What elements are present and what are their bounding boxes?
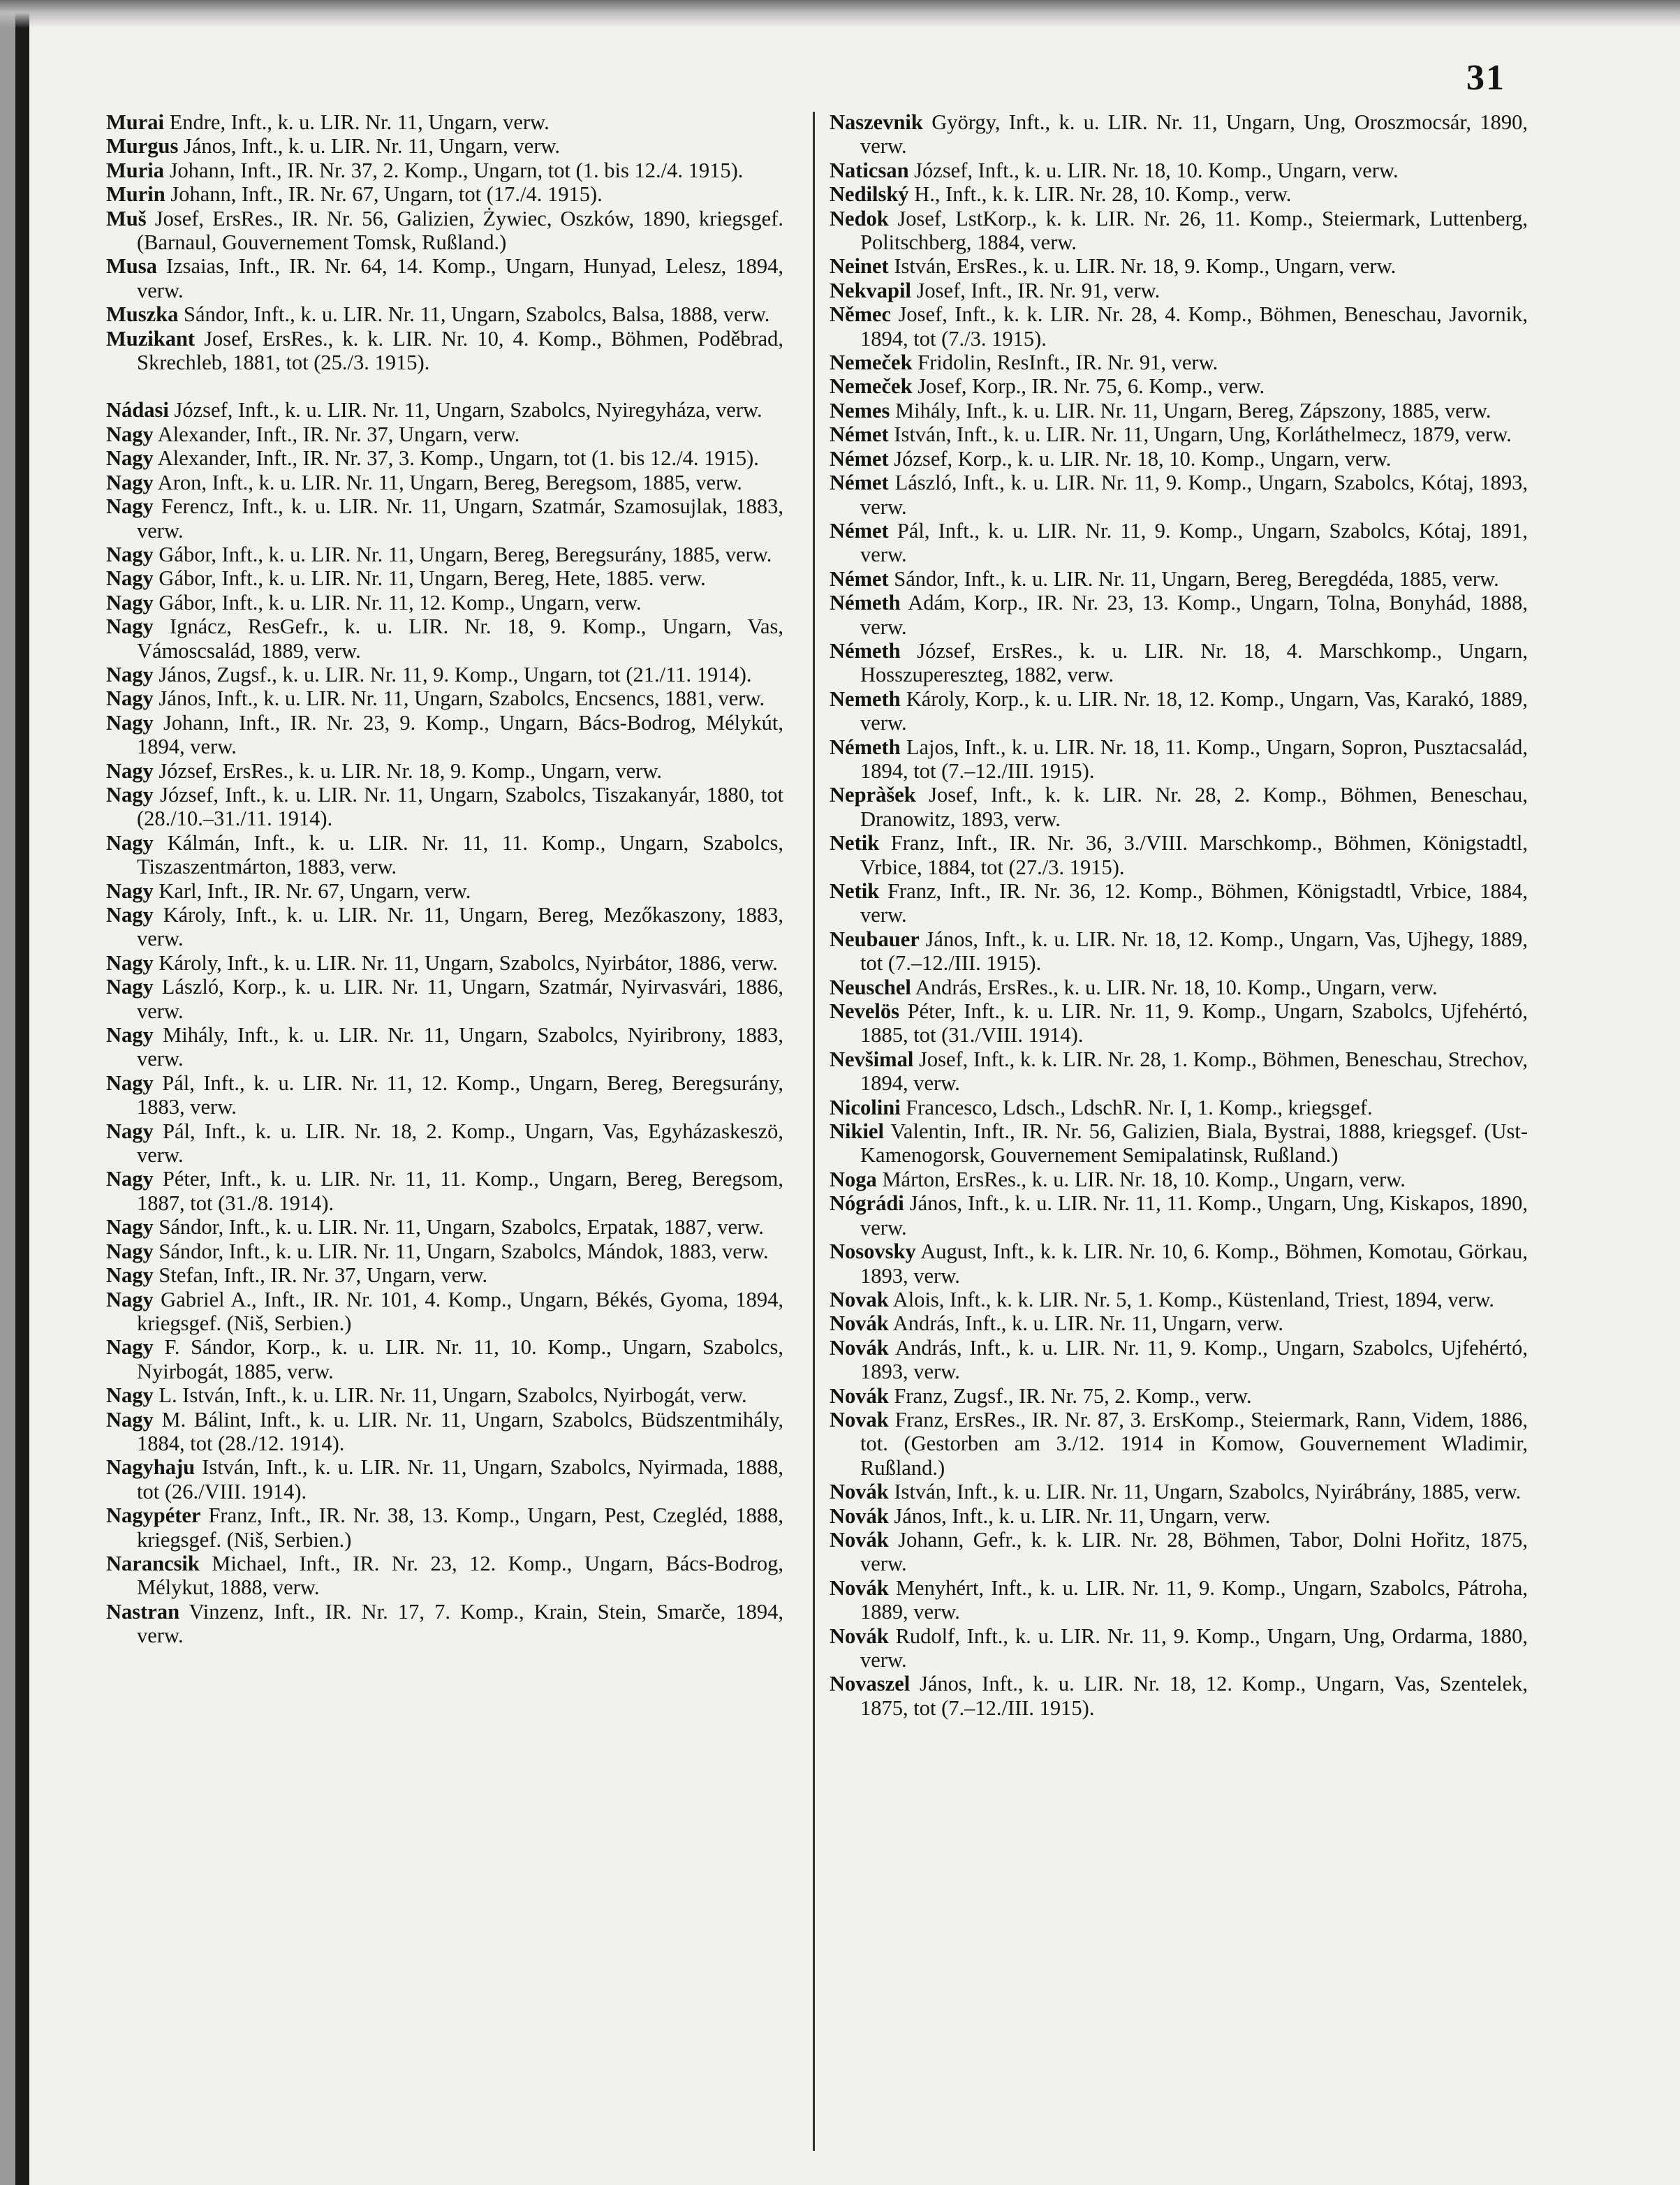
scan-binding-edge [15,0,29,2185]
entry-surname: Novák [830,1527,889,1552]
register-entry [830,1119,1528,1168]
register-entry [830,783,1528,831]
entry-details: József, Korp., k. u. LIR. Nr. 18, 10. Komp., Ungarn, verw. [894,446,1392,471]
entry-surname: Nagy [106,1383,154,1408]
register-entry [106,159,783,182]
entry-details: Francesco, Ldsch., LdschR. Nr. I, 1. Komp., kriegsgef. [906,1095,1373,1119]
entry-details: János, Inft., k. u. LIR. Nr. 18, 12. Komp., Ungarn, Vas, Ujhegy, 1889, tot (7.–12./III. 1915). [860,927,1528,976]
entry-details: Mihály, Inft., k. u. LIR. Nr. 11, Ungarn, Szabolcs, Nyiribrony, 1883, verw. [137,1023,783,1071]
entry-details: Johann, Inft., IR. Nr. 67, Ungarn, tot (17./4. 1915). [170,182,603,207]
entry-details: Franz, Inft., IR. Nr. 36, 3./VIII. Marschkomp., Böhmen, Königstadtl, Vrbice, 1884, tot (27./3. 1915). [860,831,1528,879]
page-number: 31 [1466,58,1505,98]
entry-details: Pál, Inft., k. u. LIR. Nr. 18, 2. Komp., Ungarn, Vas, Egyházaskeszö, verw. [137,1119,784,1168]
entry-details: András, Inft., k. u. LIR. Nr. 11, Ungarn, verw. [892,1311,1284,1336]
entry-surname: Nevšimal [830,1047,914,1071]
register-entry [106,591,783,615]
register-entry [106,1503,783,1552]
scan-top-shadow [0,0,1680,28]
register-entry [106,446,783,470]
entry-surname: Muš [106,206,147,230]
entry-details: Johann, Inft., IR. Nr. 37, 2. Komp., Ungarn, tot (1. bis 12./4. 1915). [169,158,744,182]
register-entry [830,567,1528,591]
register-entry [830,1288,1528,1311]
entry-details: János, Zugsf., k. u. LIR. Nr. 11, 9. Komp., Ungarn, tot (21./11. 1914). [159,662,752,686]
register-entry [830,110,1528,159]
entry-details: János, Inft., k. u. LIR. Nr. 11, Ungarn, Szabolcs, Encsencs, 1881, verw. [159,686,765,711]
entry-surname: Neuschel [830,975,911,999]
register-entry [830,1047,1528,1096]
entry-surname: Nagy [106,758,154,783]
entry-surname: Nekvapil [830,278,911,302]
entry-surname: Němec [830,302,892,327]
entry-details: Alexander, Inft., IR. Nr. 37, Ungarn, verw. [157,422,520,446]
register-entry [830,1191,1528,1239]
entry-surname: Nagy [106,470,154,494]
entry-surname: Nagy [106,590,154,615]
register-entry [106,1288,783,1336]
entry-details: Márton, ErsRes., k. u. LIR. Nr. 18, 10. Komp., Ungarn, verw. [882,1167,1406,1191]
entry-details: Károly, Inft., k. u. LIR. Nr. 11, Ungarn, Szabolcs, Nyirbátor, 1886, verw. [159,950,778,975]
register-entry [830,1239,1528,1288]
entry-details: István, Inft., k. u. LIR. Nr. 11, Ungarn, Szabolcs, Nyirmada, 1888, tot (26./VIII. 1914). [137,1455,783,1503]
entry-details: István, Inft., k. u. LIR. Nr. 11, Ungarn, Ung, Korláthelmecz, 1879, verw. [894,422,1512,447]
entry-surname: Netik [830,879,880,903]
entry-surname: Német [830,422,889,447]
entry-details: Péter, Inft., k. u. LIR. Nr. 11, 11. Komp., Ungarn, Bereg, Beregsom, 1887, tot (31./8. 1914). [137,1167,783,1215]
entry-surname: Nagyhaju [106,1455,196,1480]
register-entry [830,254,1528,278]
entry-details: János, Inft., k. u. LIR. Nr. 11, 11. Komp., Ungarn, Ung, Kiskapos, 1890, verw. [860,1191,1528,1239]
register-entry [106,831,783,879]
entry-surname: Novák [830,1311,889,1336]
entry-details: Alois, Inft., k. k. LIR. Nr. 5, 1. Komp., Küstenland, Triest, 1894, verw. [892,1287,1495,1311]
register-entry [830,687,1528,735]
entry-surname: Nógrádi [830,1191,904,1216]
entry-surname: Naticsan [830,158,909,182]
register-entry [106,1600,783,1648]
entry-details: Johann, Gefr., k. k. LIR. Nr. 28, Böhmen, Tabor, Dolni Hořitz, 1875, verw. [860,1527,1528,1576]
entry-surname: Nemeček [830,374,913,399]
entry-surname: Nagy [106,662,154,686]
entry-details: Josef, Korp., IR. Nr. 75, 6. Komp., verw. [918,374,1265,399]
register-entry [106,110,783,134]
entry-details: Károly, Inft., k. u. LIR. Nr. 11, Ungarn, Bereg, Mezőkaszony, 1883, verw. [137,903,783,951]
register-entry [830,422,1528,446]
section-gap [106,374,783,398]
entry-details: Lajos, Inft., k. u. LIR. Nr. 18, 11. Komp., Ungarn, Sopron, Pusztacsalád, 1894, tot (7.–12./III. 1915). [860,735,1528,783]
entry-surname: Nevelös [830,999,899,1024]
entry-details: M. Bálint, Inft., k. u. LIR. Nr. 11, Ungarn, Szabolcs, Büdszentmihály, 1884, tot (28./12. 1914). [137,1407,783,1455]
entry-surname: Nagy [106,903,154,927]
register-entry [830,591,1528,639]
register-entry [830,1528,1528,1576]
entry-surname: Nemes [830,398,890,422]
register-entry [830,207,1528,255]
register-entry [106,327,783,375]
entry-surname: Nagy [106,830,154,855]
entry-surname: Nagy [106,1239,154,1263]
entry-details: József, Inft., k. u. LIR. Nr. 11, Ungarn, Szabolcs, Tiszakanyár, 1880, tot (28./10.–31./11. 1914). [137,782,784,831]
right-column [830,110,1528,1720]
entry-details: János, Inft., k. u. LIR. Nr. 11, Ungarn, verw. [894,1503,1271,1528]
entry-details: Valentin, Inft., IR. Nr. 56, Galizien, Biala, Bystrai, 1888, kriegsgef. (Ust-Kamenogorsk, Gouvernement Semipalatinsk, Rußland.) [860,1119,1528,1168]
register-entry [106,471,783,494]
entry-details: Sándor, Inft., k. u. LIR. Nr. 11, Ungarn, Szabolcs, Erpatak, 1887, verw. [159,1215,764,1239]
entry-details: Menyhért, Inft., k. u. LIR. Nr. 11, 9. Komp., Ungarn, Szabolcs, Pátroha, 1889, verw. [860,1575,1528,1624]
register-entry [106,1215,783,1239]
register-entry [830,976,1528,999]
entry-surname: Nastran [106,1599,180,1624]
entry-details: Franz, Inft., IR. Nr. 36, 12. Komp., Böhmen, Königstadtl, Vrbice, 1884, verw. [860,879,1528,927]
entry-surname: Nagy [106,1119,154,1143]
entry-surname: Neinet [830,254,889,279]
register-entry [106,134,783,158]
register-entry [106,615,783,663]
entry-surname: Nagypéter [106,1503,201,1528]
entry-details: Alexander, Inft., IR. Nr. 37, 3. Komp., Ungarn, tot (1. bis 12./4. 1915). [157,446,759,471]
entry-surname: Nagy [106,494,154,519]
register-entry [830,399,1528,422]
entry-details: Franz, Zugsf., IR. Nr. 75, 2. Komp., verw. [894,1383,1252,1408]
entry-details: F. Sándor, Korp., k. u. LIR. Nr. 11, 10. Komp., Ungarn, Szabolcs, Nyirbogát, 1885, verw. [137,1335,783,1383]
register-entry [830,519,1528,567]
entry-surname: Nádasi [106,398,169,422]
entry-details: András, Inft., k. u. LIR. Nr. 11, 9. Komp., Ungarn, Szabolcs, Ujfehértó, 1893, verw. [860,1335,1528,1384]
entry-surname: Novák [830,1480,889,1504]
entry-details: Aron, Inft., k. u. LIR. Nr. 11, Ungarn, Bereg, Beregsom, 1885, verw. [157,470,742,494]
entry-surname: Németh [830,735,901,759]
register-entry [106,1071,783,1119]
entry-details: István, ErsRes., k. u. LIR. Nr. 18, 9. Komp., Ungarn, verw. [894,254,1397,279]
register-entry [830,374,1528,398]
register-entry [830,1480,1528,1503]
register-entry [106,686,783,710]
entry-surname: Nagy [106,975,154,999]
entry-details: Gábor, Inft., k. u. LIR. Nr. 11, Ungarn, Bereg, Hete, 1885. verw. [159,566,706,591]
entry-surname: Nemeček [830,351,913,375]
entry-surname: Német [830,566,889,591]
entry-surname: Nicolini [830,1095,901,1119]
register-entry [106,254,783,302]
entry-details: Izsaias, Inft., IR. Nr. 64, 14. Komp., Ungarn, Hunyad, Lelesz, 1894, verw. [137,254,784,302]
register-entry [830,1311,1528,1335]
register-entry [830,879,1528,927]
entry-surname: Muria [106,158,165,182]
register-entry [106,566,783,590]
entry-surname: Murin [106,182,165,207]
entry-surname: Muzikant [106,326,196,351]
register-entry [106,975,783,1023]
entry-details: József, Inft., k. u. LIR. Nr. 11, Ungarn, Szabolcs, Nyiregyháza, verw. [174,398,762,422]
entry-surname: Nagy [106,686,154,711]
entry-details: Kálmán, Inft., k. u. LIR. Nr. 11, 11. Komp., Ungarn, Szabolcs, Tiszaszentmárton, 1883, verw. [137,830,784,879]
entry-surname: Novák [830,1575,889,1600]
entry-surname: Neubauer [830,927,920,951]
entry-surname: Novak [830,1287,889,1311]
column-divider [813,112,815,2151]
entry-surname: Novák [830,1503,889,1528]
entry-details: Franz, ErsRes., IR. Nr. 87, 3. ErsKomp., Steiermark, Rann, Videm, 1886, tot. (Gestorben am 3./12. 1914 in Komow, Gouvernement Wladimir, Rußland.) [860,1407,1528,1480]
entry-surname: Nagy [106,950,154,975]
register-entry [830,182,1528,206]
entry-surname: Nagy [106,542,154,566]
register-entry [106,759,783,783]
entry-surname: Nemeth [830,686,901,711]
entry-details: Vinzenz, Inft., IR. Nr. 17, 7. Komp., Krain, Stein, Smarče, 1894, verw. [137,1599,784,1648]
register-entry [830,735,1528,783]
register-entry [106,398,783,422]
entry-details: Josef, ErsRes., k. k. LIR. Nr. 10, 4. Komp., Böhmen, Poděbrad, Skrechleb, 1881, tot (25./3. 1915). [137,326,783,375]
entry-details: L. István, Inft., k. u. LIR. Nr. 11, Ungarn, Szabolcs, Nyirbogát, verw. [159,1383,747,1408]
register-entry [830,831,1528,879]
entry-surname: Nagy [106,566,154,591]
register-entry [830,1168,1528,1191]
register-entry [106,494,783,543]
register-entry [830,999,1528,1047]
entry-details: Josef, Inft., IR. Nr. 91, verw. [916,278,1160,302]
entry-details: Károly, Korp., k. u. LIR. Nr. 18, 12. Komp., Ungarn, Vas, Karakó, 1889, verw. [860,686,1528,735]
entry-details: Josef, ErsRes., IR. Nr. 56, Galizien, Żywiec, Oszków, 1890, kriegsgef. (Barnaul, Gouvernement Tomsk, Rußland.) [137,206,783,255]
register-entry [830,1672,1528,1720]
entry-details: Michael, Inft., IR. Nr. 23, 12. Komp., Ungarn, Bács-Bodrog, Mélykut, 1888, verw. [137,1551,783,1600]
entry-surname: Musa [106,254,157,279]
entry-details: István, Inft., k. u. LIR. Nr. 11, Ungarn, Szabolcs, Nyirábrány, 1885, verw. [894,1480,1521,1504]
entry-details: Josef, LstKorp., k. k. LIR. Nr. 26, 11. Komp., Steiermark, Luttenberg, Politschberg, 1884, verw. [860,206,1528,255]
entry-details: Josef, Inft., k. k. LIR. Nr. 28, 2. Komp., Böhmen, Beneschau, Dranowitz, 1893, verw. [860,783,1528,831]
register-entry [106,422,783,446]
register-entry [830,1624,1528,1672]
register-entry [106,1335,783,1383]
entry-details: Adám, Korp., IR. Nr. 23, 13. Komp., Ungarn, Tolna, Bonyhád, 1888, verw. [860,591,1528,639]
entry-surname: Nagy [106,878,154,903]
register-entry [106,182,783,206]
entry-details: Gábor, Inft., k. u. LIR. Nr. 11, Ungarn, Bereg, Beregsurány, 1885, verw. [159,542,772,566]
register-entry [830,639,1528,687]
entry-surname: Nagy [106,782,154,807]
entry-surname: Német [830,471,889,495]
entry-details: András, ErsRes., k. u. LIR. Nr. 18, 10. Komp., Ungarn, verw. [915,975,1438,999]
entry-surname: Narancsik [106,1551,200,1575]
entry-details: Sándor, Inft., k. u. LIR. Nr. 11, Ungarn, Szabolcs, Mándok, 1883, verw. [159,1239,769,1263]
entry-surname: Német [830,446,889,471]
register-entry [106,1023,783,1071]
entry-surname: Novák [830,1624,889,1648]
register-entry [106,879,783,903]
entry-details: Pál, Inft., k. u. LIR. Nr. 11, 12. Komp., Ungarn, Bereg, Beregsurány, 1883, verw. [137,1071,783,1119]
entry-details: László, Inft., k. u. LIR. Nr. 11, 9. Komp., Ungarn, Szabolcs, Kótaj, 1893, verw. [860,471,1528,519]
register-entry [106,1167,783,1215]
register-entry [106,1455,783,1503]
entry-surname: Nagy [106,1407,154,1432]
entry-surname: Noga [830,1167,877,1191]
entry-details: Ferencz, Inft., k. u. LIR. Nr. 11, Ungarn, Szatmár, Szamosujlak, 1883, verw. [137,494,784,543]
entry-details: H., Inft., k. k. LIR. Nr. 28, 10. Komp., verw. [914,182,1292,207]
register-entry [830,927,1528,976]
entry-details: László, Korp., k. u. LIR. Nr. 11, Ungarn, Szatmár, Nyirvasvári, 1886, verw. [137,975,784,1023]
entry-surname: Nagy [106,615,154,639]
register-entry [830,471,1528,519]
entry-surname: Naszevnik [830,110,923,134]
register-entry [106,1119,783,1168]
entry-details: Pál, Inft., k. u. LIR. Nr. 11, 9. Komp., Ungarn, Szabolcs, Kótaj, 1891, verw. [860,518,1528,567]
entry-surname: Nagy [106,1287,154,1311]
entry-surname: Nagy [106,422,154,446]
entry-surname: Netik [830,831,880,855]
register-entry [830,1408,1528,1480]
entry-surname: Nedok [830,206,889,230]
entry-details: János, Inft., k. u. LIR. Nr. 11, Ungarn, verw. [184,134,561,159]
register-entry [830,351,1528,374]
entry-details: Gabriel A., Inft., IR. Nr. 101, 4. Komp., Ungarn, Békés, Gyoma, 1894, kriegsgef. (Niš, Serbien.) [137,1287,783,1335]
register-entry [830,302,1528,351]
entry-surname: Nagy [106,1263,154,1288]
entry-details: Sándor, Inft., k. u. LIR. Nr. 11, Ungarn, Szabolcs, Balsa, 1888, verw. [184,302,770,327]
entry-details: Péter, Inft., k. u. LIR. Nr. 11, 9. Komp., Ungarn, Szabolcs, Ujfehértó, 1885, tot (31./VIII. 1914). [860,999,1528,1047]
entry-surname: Nagy [106,1023,154,1047]
entry-details: Josef, Inft., k. k. LIR. Nr. 28, 1. Komp., Böhmen, Beneschau, Strechov, 1894, verw. [860,1047,1528,1096]
entry-details: Franz, Inft., IR. Nr. 38, 13. Komp., Ungarn, Pest, Czegléd, 1888, kriegsgef. (Niš, Serbien.) [137,1503,783,1552]
register-entry [106,1239,783,1263]
entry-surname: Nagy [106,1335,154,1360]
register-entry [830,1096,1528,1119]
register-entry [106,1408,783,1456]
left-column [106,110,783,1648]
register-entry [106,903,783,951]
entry-surname: Nedilský [830,182,909,207]
register-entry [106,711,783,759]
register-entry [106,1383,783,1407]
register-entry [106,951,783,975]
register-entry [106,302,783,326]
entry-details: Karl, Inft., IR. Nr. 67, Ungarn, verw. [159,878,471,903]
register-entry [106,543,783,566]
entry-surname: Nagy [106,446,154,471]
register-entry [106,1552,783,1600]
register-entry [106,207,783,255]
entry-details: Endre, Inft., k. u. LIR. Nr. 11, Ungarn, verw. [169,110,550,134]
register-entry [830,1576,1528,1624]
entry-surname: Nepràšek [830,783,916,807]
entry-details: Rudolf, Inft., k. u. LIR. Nr. 11, 9. Komp., Ungarn, Ung, Ordarma, 1880, verw. [860,1624,1528,1672]
entry-details: Stefan, Inft., IR. Nr. 37, Ungarn, verw. [159,1263,488,1288]
entry-details: János, Inft., k. u. LIR. Nr. 18, 12. Komp., Ungarn, Vas, Szentelek, 1875, tot (7.–12./III. 1915). [860,1672,1528,1720]
entry-surname: Nagy [106,1215,154,1239]
scan-edge-shadow [0,0,15,2185]
entry-details: Mihály, Inft., k. u. LIR. Nr. 11, Ungarn, Bereg, Zápszony, 1885, verw. [895,398,1491,422]
entry-surname: Muszka [106,302,179,327]
entry-details: August, Inft., k. k. LIR. Nr. 10, 6. Komp., Böhmen, Komotau, Görkau, 1893, verw. [860,1239,1528,1288]
entry-surname: Nosovsky [830,1239,916,1264]
entry-surname: Murgus [106,134,179,159]
register-entry [830,1384,1528,1408]
register-entry [830,447,1528,471]
entry-surname: Német [830,518,889,543]
entry-details: Ignácz, ResGefr., k. u. LIR. Nr. 18, 9. Komp., Ungarn, Vas, Vámoscsalád, 1889, verw. [137,615,783,663]
entry-surname: Novaszel [830,1672,911,1696]
entry-details: József, Inft., k. u. LIR. Nr. 18, 10. Komp., Ungarn, verw. [914,158,1399,182]
register-entry [106,1263,783,1287]
entry-surname: Murai [106,110,165,134]
entry-details: György, Inft., k. u. LIR. Nr. 11, Ungarn, Ung, Oroszmocsár, 1890, verw. [860,110,1528,159]
register-entry [830,1504,1528,1528]
register-entry [830,159,1528,182]
entry-surname: Nagy [106,1071,154,1095]
register-entry [830,279,1528,302]
entry-details: Johann, Inft., IR. Nr. 23, 9. Komp., Ungarn, Bács-Bodrog, Mélykút, 1894, verw. [137,710,784,759]
entry-surname: Nagy [106,1167,154,1191]
register-entry [106,783,783,831]
entry-details: Fridolin, ResInft., IR. Nr. 91, verw. [918,351,1218,375]
entry-surname: Novak [830,1407,889,1432]
entry-surname: Németh [830,638,901,663]
entry-surname: Németh [830,591,901,615]
register-entry [830,1336,1528,1384]
entry-details: Gábor, Inft., k. u. LIR. Nr. 11, 12. Komp., Ungarn, verw. [159,590,642,615]
entry-details: Sándor, Inft., k. u. LIR. Nr. 11, Ungarn, Bereg, Beregdéda, 1885, verw. [894,566,1499,591]
register-entry [106,663,783,686]
entry-details: Josef, Inft., k. k. LIR. Nr. 28, 4. Komp., Böhmen, Beneschau, Javornik, 1894, tot (7./3. 1915). [860,302,1528,351]
entry-surname: Nikiel [830,1119,884,1144]
entry-surname: Nagy [106,710,154,735]
entry-details: József, ErsRes., k. u. LIR. Nr. 18, 4. Marschkomp., Ungarn, Hosszupereszteg, 1882, verw. [860,638,1528,687]
entry-details: József, ErsRes., k. u. LIR. Nr. 18, 9. Komp., Ungarn, verw. [159,758,662,783]
entry-surname: Novák [830,1383,889,1408]
entry-surname: Novák [830,1335,889,1360]
